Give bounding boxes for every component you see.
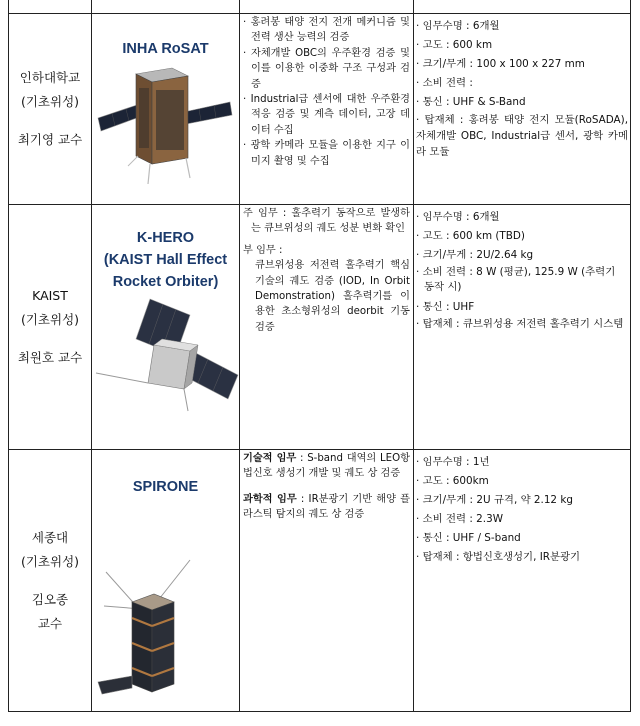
spec-payload: · 탑재체 : 항법신호생성기, IR분광기: [416, 548, 628, 567]
spec-altitude: · 고도 : 600km: [416, 472, 628, 491]
org-cell: [9, 450, 92, 712]
org-type: (기초위성): [20, 553, 80, 569]
satellite-cell: [92, 450, 240, 712]
mission-item: · 자체개발 OBC의 우주환경 검증 및 이를 이용한 이중화 구조 구성과 검증: [243, 46, 410, 92]
org-type: (기초위성): [20, 312, 80, 327]
spec-lifetime: · 임무수명 : 6개월: [416, 17, 628, 36]
satellite-name: INHA RoSAT: [122, 41, 209, 57]
spec-power: · 소비 전력 : 8 W (평균), 125.9 W (추력기 동작 시): [416, 265, 628, 295]
spec-cell: [414, 205, 631, 450]
mission-sub-heading: 부 임무 :: [243, 244, 283, 256]
professor-name: 김오종: [31, 591, 69, 607]
mission-tech: [243, 451, 410, 482]
mission-item: · 광학 카메라 모듈을 이용한 지구 이미지 촬영 및 수집: [243, 138, 410, 169]
mission-main: 주 임무 : 홀추력기 동작으로 발생하는 큐브위성의 궤도 성분 변화 확인: [243, 208, 410, 235]
table-row: [9, 450, 631, 712]
satellite-name-sub: Rocket Orbiter): [112, 274, 219, 290]
spec-lifetime: · 임무수명 : 1년: [416, 453, 628, 472]
table-row: [9, 205, 631, 450]
spec-comm: · 통신 : UHF & S-Band: [416, 93, 628, 112]
spec-altitude: · 고도 : 600 km (TBD): [416, 227, 628, 246]
mission-sub: 큐브위성용 저전력 홀추력기 핵심기술의 궤도 검증 (IOD, In Orbit Demonstration) 홀추력기를 이용한 초소형위성의 deorbit 기동 검증: [255, 260, 410, 333]
spec-cell: [414, 450, 631, 712]
satellite-name-sub: (KAIST Hall Effect: [103, 252, 228, 268]
table-row: [9, 14, 631, 205]
spec-cell: [414, 14, 631, 205]
satellite-image: [92, 60, 240, 188]
mission-cell: [240, 205, 414, 450]
satellite-cell: [92, 205, 240, 450]
professor: 최원호 교수: [17, 350, 83, 365]
satellite-table: [8, 0, 631, 712]
spec-payload: · 탑재체 : 홍려봉 태양 전지 모듈(RoSADA), 자체개발 OBC, Industrial급 센서, 광학 카메라 모듈: [416, 112, 628, 160]
org-cell: [9, 14, 92, 205]
mission-science-text: : IR분광기 기반 해양 플라스틱 탐지의 궤도 상 검증: [243, 493, 410, 521]
spec-power: · 소비 전력 :: [416, 74, 628, 93]
mission-item: · Industrial급 센서에 대한 우주환경 적응 검증 및 계측 데이터, 고장 데이터 수집: [243, 92, 410, 138]
mission-cell: [240, 14, 414, 205]
spec-altitude: · 고도 : 600 km: [416, 36, 628, 55]
spec-comm: · 통신 : UHF: [416, 298, 628, 317]
table-row-top: [9, 0, 631, 14]
org-cell: [9, 205, 92, 450]
mission-science-label: 과학적 임무: [243, 493, 297, 505]
solar-panel-left: [98, 104, 142, 131]
satellite-cell: [92, 14, 240, 205]
spec-power: · 소비 전력 : 2.3W: [416, 510, 628, 529]
satellite-image: [92, 293, 240, 415]
mission-cell: [240, 450, 414, 712]
org-name: KAIST: [32, 288, 68, 303]
solar-panel-right: [184, 102, 232, 124]
mission-item: · 홍려봉 태양 전지 전개 메커니즘 및 전력 생산 능력의 검증: [243, 15, 410, 46]
spec-size: · 크기/무게 : 100 x 100 x 227 mm: [416, 55, 628, 74]
org-type: (기초위성): [20, 94, 80, 109]
satellite-name: SPIRONE: [132, 479, 199, 495]
satellite-image: [92, 498, 240, 698]
org-name: 인하대학교: [19, 70, 81, 85]
spec-comm: · 통신 : UHF / S-band: [416, 529, 628, 548]
mission-science: [243, 492, 410, 523]
spec-payload: · 탑재체 : 큐브위성용 저전력 홀추력기 시스템: [416, 317, 628, 332]
spec-size: · 크기/무게 : 2U/2.64 kg: [416, 246, 628, 265]
mission-tech-label: 기술적 임무: [243, 453, 297, 464]
mission-tech-text: : S-band 대역의 LEO항법신호 생성기 개발 및 궤도 상 검증: [243, 453, 410, 480]
satellite-name: K-HERO: [136, 230, 195, 246]
professor: 최기영 교수: [17, 132, 83, 147]
org-name: 세종대: [31, 529, 69, 545]
professor-title: 교수: [37, 615, 63, 631]
spec-size: · 크기/무게 : 2U 규격, 약 2.12 kg: [416, 491, 628, 510]
spec-lifetime: · 임무수명 : 6개월: [416, 208, 628, 227]
